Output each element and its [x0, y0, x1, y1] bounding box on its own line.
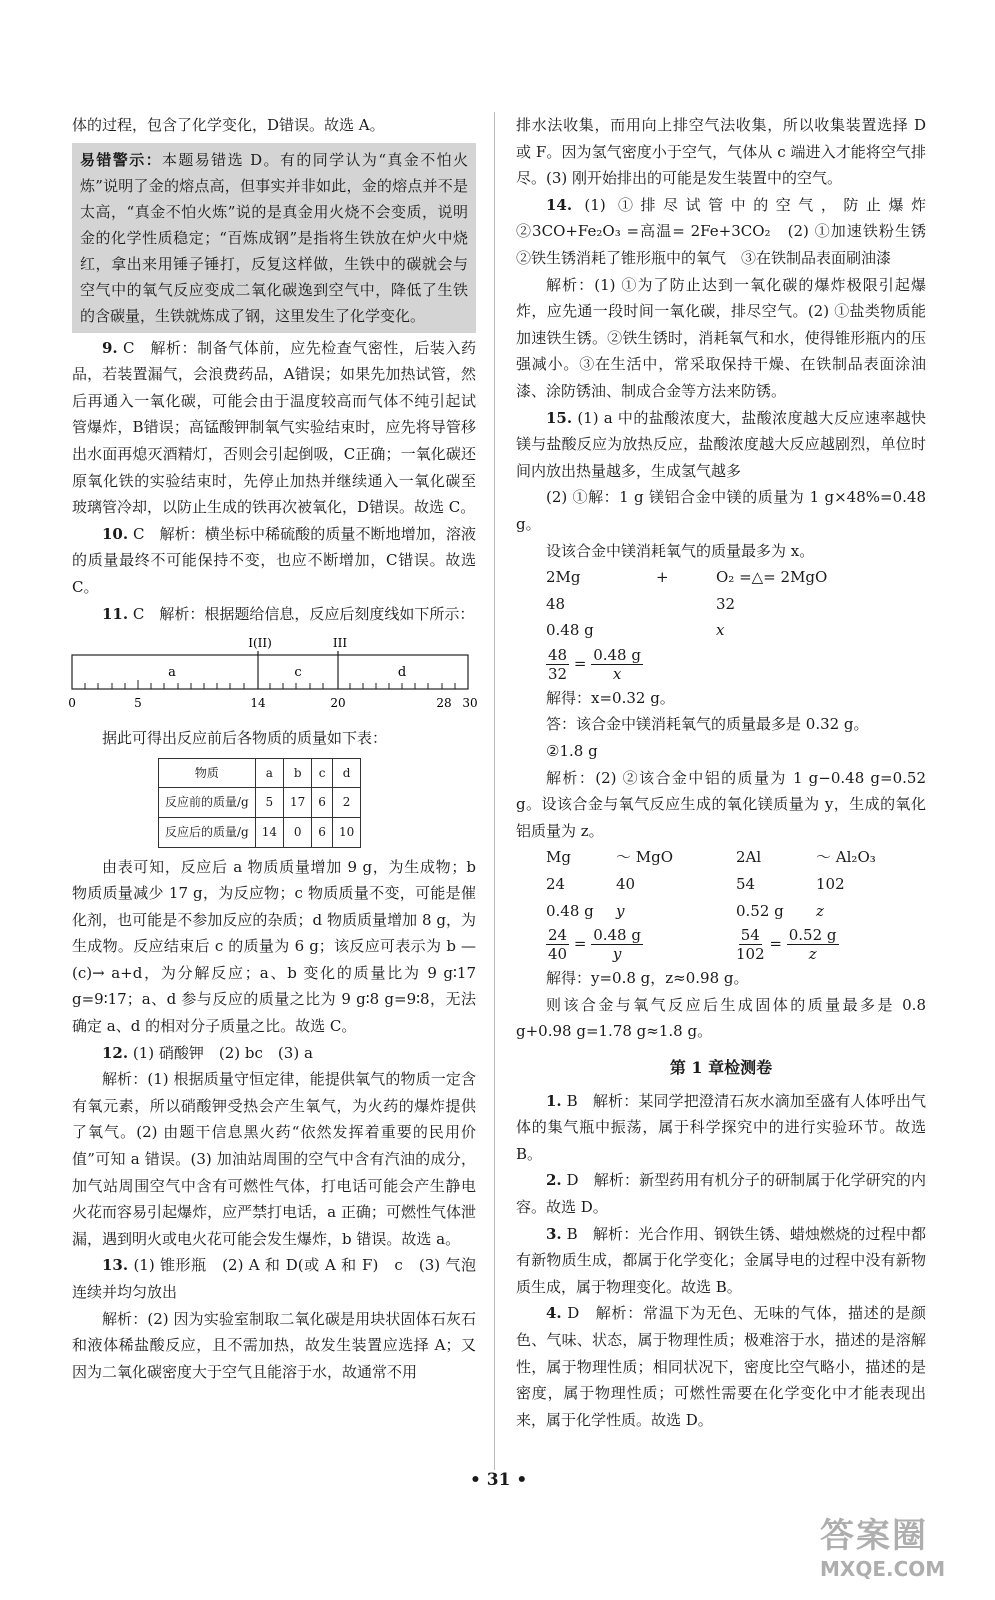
warning-label: 易错警示： — [80, 150, 162, 169]
tick-label: 0 — [68, 696, 76, 711]
column-divider — [494, 112, 495, 1470]
tick-label: 28 — [436, 696, 452, 711]
tick-label: 5 — [134, 696, 142, 711]
proportion-2: $\frac{24}{40}$ = $\frac{0.48 g}{y}$ $\frac{54}{102}$ = $\frac{0.52 g}{z}$ — [548, 926, 837, 964]
table-intro: 据此可得出反应前后各物质的质量如下表： — [102, 729, 388, 748]
analysis-13: 解析：(2) 因为实验室制取二氧化碳是用块状固体石灰石和液体稀盐酸反应，且不需加热，故发生装置应选择 A；又因为二氧化碳密度大于空气且能溶于水，故通常不用 — [72, 1309, 476, 1381]
site-logo — [820, 1508, 970, 1581]
answer-12: 12. (1) 硝酸钾 (2) bc (3) a — [102, 1043, 313, 1062]
scale-ruler-diagram — [68, 633, 478, 723]
analysis-15: 解析：(2) ②该合金中铝的质量为 1 g−0.48 g=0.52 g。设该合金与氧气反应生成的氧化镁质量为 y，生成的氧化铝质量为 z。 — [516, 768, 926, 840]
test-answer-3: 3. B 解析：光合作用、钢铁生锈、蜡烛燃烧的过程中都有新物质生成，都属于化学变化；金属导电的过程中没有新物质生成，属于物理变化。故选 B。 — [516, 1224, 926, 1296]
mass-table-wrap — [158, 758, 476, 848]
answer-9: 9. C 解析：制备气体前，应先检查气密性，后装入药品，若装置漏气，会浪费药品，A错误；如果先加热试管，然后再通入一氧化碳，可能会由于温度较高而气体不纯引起试管爆炸，B错误；高锰酸钾制氧气实验结束时，应先将导管移出水面再熄灭酒精灯，否则会引起倒吸，C正确；一氧化碳还原氧化铁的实验结束时，先停止加热并继续通入一氧化碳至玻璃管冷却，以防止生成的铁再次被氧化，D错误。故选 C。 — [72, 338, 476, 517]
segment-d: d — [397, 665, 407, 681]
logo-text: 答案圈 — [820, 1516, 928, 1556]
paragraph: 体的过程，包含了化学变化，D错误。故选 A。 — [72, 116, 385, 134]
table-row: 反应前的质量/g 5 17 6 2 — [159, 788, 361, 818]
segment-c: c — [294, 665, 302, 681]
equation-block-2: Mg ～ MgO 2Al ～ Al₂O₃ 24 40 54 102 0.48 g y 0.52 g z $\frac{24}{40}$ = $\frac{0.48 g}{y}$ $\frac{54}{102}$ = $\frac{0.52 g}{z}$ 解得：y=0.8 g，z≈0.98 g。 — [516, 844, 926, 991]
answer-14: 14. (1) ①排尽试管中的空气，防止爆炸 ②3CO+Fe₂O₃ =高温= 2Fe+3CO₂ (2) ①加速铁粉生锈 ②铁生锈消耗了锥形瓶中的氧气 ③在铁制品表面刷油漆 — [516, 195, 942, 267]
conclusion: 则该合金与氧气反应后生成固体的质量最多是 0.8 g+0.98 g=1.78 g≈1.8 g。 — [516, 995, 926, 1041]
logo-url: MXQE.COM — [820, 1557, 946, 1581]
section-title: 第 1 章检测卷 — [669, 1058, 773, 1077]
tick-label: 14 — [250, 696, 266, 711]
test-answer-2: 2. D 解析：新型药用有机分子的研制属于化学研究的内容。故选 D。 — [516, 1171, 926, 1216]
left-column — [68, 112, 478, 1385]
test-answer-1: 1. B 解析：某同学把澄清石灰水滴加至盛有人体呼出气体的集气瓶中振荡，属于科学探究中的进行实验环节。故选 B。 — [516, 1091, 926, 1163]
ruler-mark-1: I(II) — [248, 636, 272, 651]
answer-statement-1: 答：该合金中镁消耗氧气的质量最多是 0.32 g。 — [546, 715, 869, 734]
warning-box — [72, 143, 476, 333]
solve-1: 解得：x=0.32 g。 — [546, 688, 675, 707]
mass-table — [158, 758, 361, 848]
warning-text: 本题易错选 D。有的同学认为“真金不怕火炼”说明了金的熔点高，但事实并非如此，金的熔点并不是太高，“真金不怕火炼”说的是真金用火烧不会变质，说明金的化学性质稳定；“百炼成钢”是指将生铁放在炉火中烧红，拿出来用锤子锤打，反复这样做，生铁中的碳就会与空气中的氧气反应变成二氧化碳逸到空气中，降低了生铁的含碳量，生铁就炼成了钢，这里发生了化学变化。 — [80, 150, 468, 325]
solve-2: 解得：y=0.8 g，z≈0.98 g。 — [546, 969, 749, 988]
page-number: • 31 • — [470, 1470, 528, 1490]
answer-15: 15. (1) a 中的盐酸浓度大，盐酸浓度越大反应速率越快 镁与盐酸反应为放热反应，盐酸浓度越大反应越剧烈，单位时间内放出热量越多，生成氢气越多 — [516, 408, 942, 480]
proportion-1: $\frac{48}{32}$ = $\frac{0.48 g}{x}$ — [548, 645, 641, 683]
answer-11: 11. C 解析：根据题给信息，反应后刻度线如下所示： — [102, 604, 475, 623]
analysis-11: 由表可知，反应后 a 物质质量增加 9 g，为生成物；b 物质质量减少 17 g，为反应物；c 物质质量不变，可能是催化剂，也可能是不参加反应的杂质；d 物质质量增加 8 g，为生成物。反应结束后 c 的质量为 6 g；该反应可表示为 b —(c)→ a+d，为分解反应；a、b 变化的质量比为 9 g∶17 g=9∶17；a、d 参与反应的质量之比为 9 g∶8 g=9∶8，无法确定 a、d 的相对分子质量之比。故选 C。 — [72, 857, 476, 1036]
set-variable: 设该合金中镁消耗氧气的质量最多为 x。 — [546, 541, 815, 560]
table-row: 反应后的质量/g 14 0 6 10 — [159, 817, 361, 847]
answer-13: 13. (1) 锥形瓶 (2) A 和 D(或 A 和 F) c (3) 气泡连续并均匀放出 — [72, 1256, 476, 1301]
analysis-14: 解析：(1) ①为了防止达到一氧化碳的爆炸极限引起爆炸，应先通一段时间一氧化碳，排尽空气。(2) ①盐类物质能加速铁生锈。②铁生锈时，消耗氧气和水，使得锥形瓶内的压强减小。③在生活中，常采取保持干燥、在铁制品表面涂油漆、涂防锈油、制成合金等方法来防锈。 — [516, 275, 926, 400]
right-column — [516, 112, 942, 1433]
analysis-12: 解析：(1) 根据质量守恒定律，能提供氧气的物质一定含有氧元素，所以硝酸钾受热会产生氧气，为火药的爆炸提供了氧气。(2) 由题干信息黑火药“依然发挥着重要的民用价值”可知 a 错误。(3) 加油站周围的空气中含有汽油的成分，加气站周围空气中含有可燃性气体，打电话可能会产生静电火花而容易引起爆炸，应严禁打电话，a 正确；可燃性气体泄漏，遇到明火或电火花可能会发生爆炸，b 错误。故选 a。 — [72, 1070, 476, 1248]
ruler-mark-2: III — [332, 636, 348, 651]
answer-10: 10. C 解析：横坐标中稀硫酸的质量不断地增加，溶液的质量最终不可能保持不变，也应不断增加，C错误。故选 C。 — [72, 524, 476, 596]
answer-statement-2: ②1.8 g — [546, 742, 598, 761]
segment-a: a — [168, 665, 176, 681]
paragraph: 排水法收集，而用向上排空气法收集，所以收集装置选择 D 或 F。因为氢气密度小于空气，气体从 c 端进入才能将空气排尽。(3) 刚开始排出的可能是发生装置中的空气。 — [516, 116, 926, 188]
answer-15-part2: (2) ①解：1 g 镁铝合金中镁的质量为 1 g×48%=0.48 g。 — [516, 488, 926, 533]
tick-label: 20 — [330, 696, 346, 711]
table-header-row: 物质 a b c d — [159, 758, 361, 788]
test-answer-4: 4. D 解析：常温下为无色、无味的气体，描述的是颜色、气味、状态，属于物理性质；极难溶于水，描述的是溶解性，属于物理性质；相同状况下，密度比空气略小，描述的是密度，属于物理性质；可燃性需要在化学变化中才能表现出来，属于化学性质。故选 D。 — [516, 1304, 926, 1429]
tick-label: 30 — [462, 696, 478, 711]
equation-block-1: 2Mg + O₂ =△= 2MgO 48 32 0.48 g x $\frac{48}{32}$ = $\frac{0.48 g}{x}$ 解得：x=0.32 g。 答：该合金中镁消耗氧气的质量最多是 0.32 g。 ②1.8 g — [516, 564, 926, 765]
